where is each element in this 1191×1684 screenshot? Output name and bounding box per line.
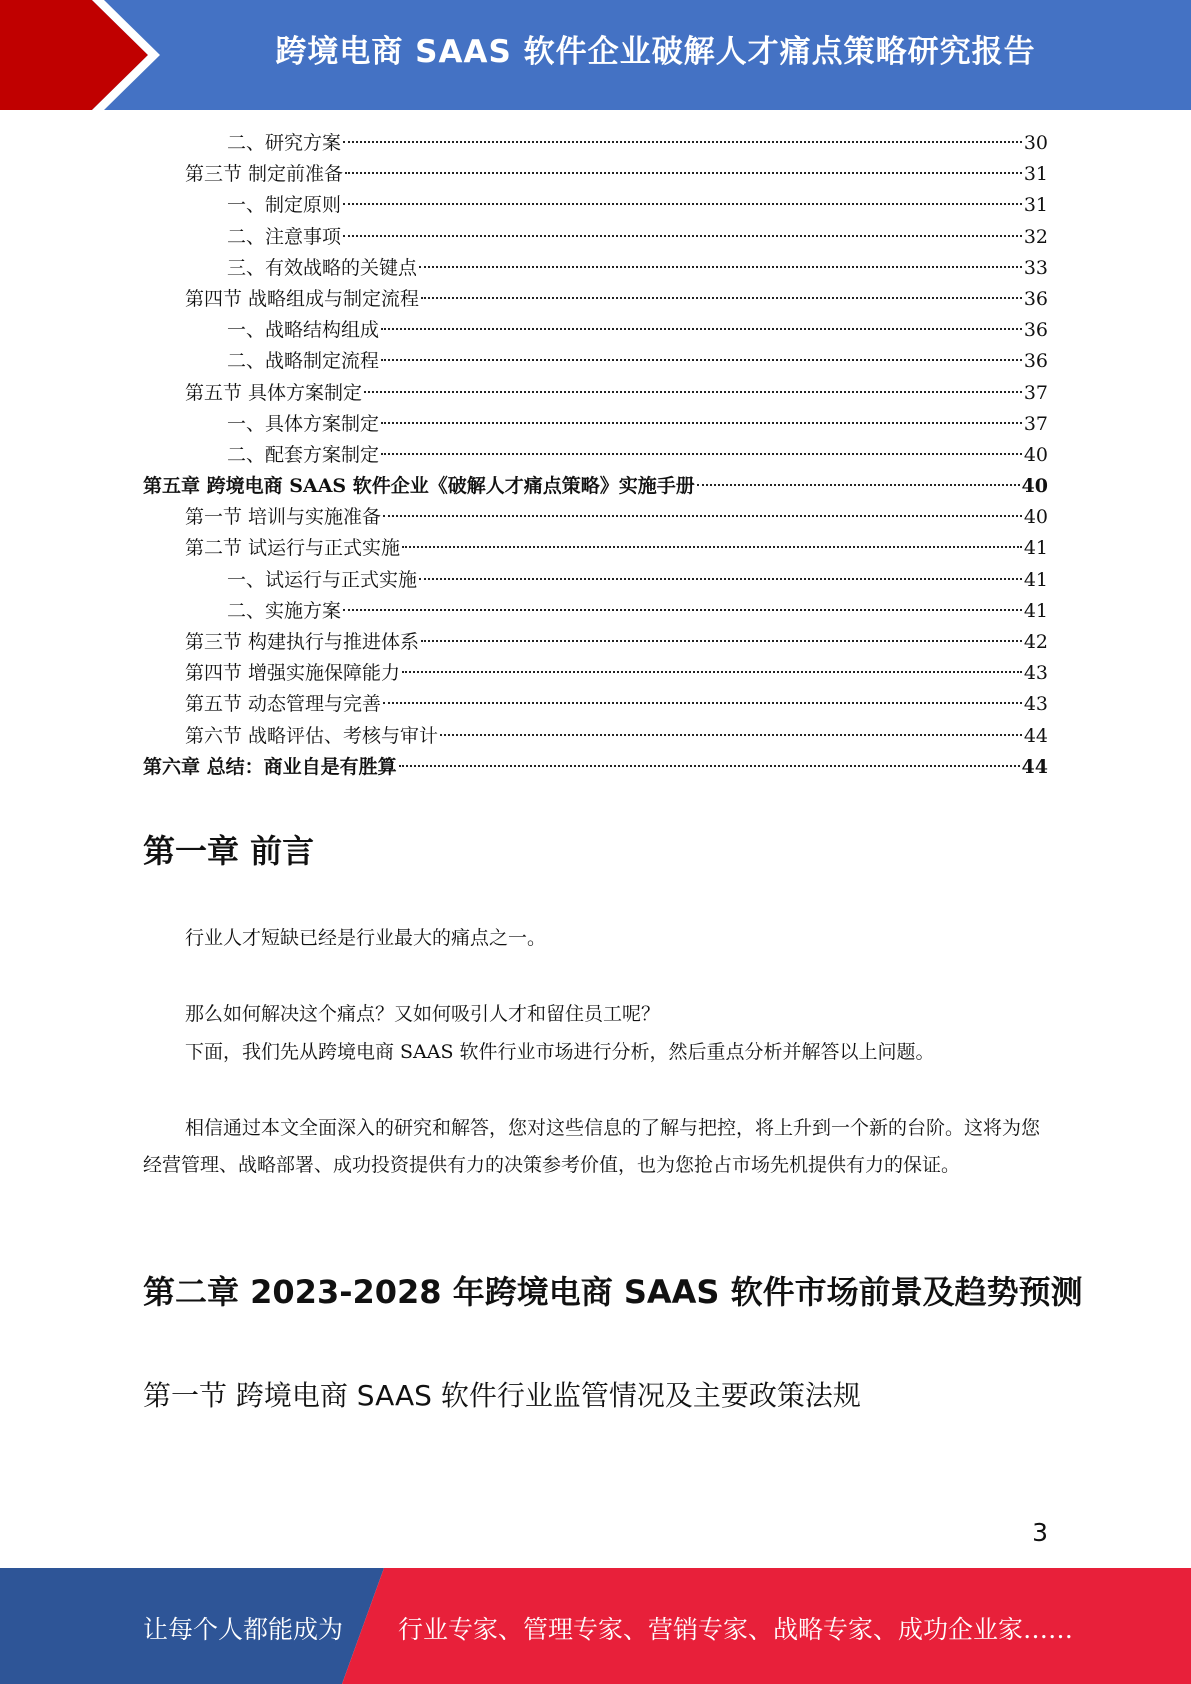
toc-leader-dots: [440, 734, 1022, 736]
toc-leader-dots: [697, 484, 1020, 486]
header-title: 跨境电商 SAAS 软件企业破解人才痛点策略研究报告: [275, 34, 1036, 70]
toc-leader-dots: [381, 328, 1022, 330]
toc-entry[interactable]: [143, 253, 1048, 284]
toc-entry-page: 41: [1023, 537, 1048, 560]
toc-entry[interactable]: [143, 190, 1048, 221]
toc-entry-page: 36: [1023, 319, 1048, 342]
toc-leader-dots: [381, 453, 1022, 455]
toc-entry-page: 36: [1023, 350, 1048, 373]
chapter-heading: 第二章 2023-2028 年跨境电商 SAAS 软件市场前景及趋势预测: [143, 1273, 1083, 1311]
toc-entry-title: 第五节 动态管理与完善: [185, 693, 382, 716]
toc-entry-title: 第六节 战略评估、考核与审计: [185, 724, 439, 747]
toc-leader-dots: [364, 391, 1022, 393]
toc-entry-page: 37: [1023, 412, 1048, 435]
toc-entry-title: 第四节 增强实施保障能力: [185, 662, 401, 685]
toc-leader-dots: [421, 640, 1022, 642]
toc-entry-title: 第三节 制定前准备: [185, 163, 344, 186]
section-heading: 第一节 跨境电商 SAAS 软件行业监管情况及主要政策法规: [143, 1379, 861, 1412]
page-header: [0, 0, 1191, 110]
toc-entry-page: 40: [1023, 506, 1048, 529]
toc-entry-page: 43: [1023, 662, 1048, 685]
toc-entry-page: 31: [1023, 194, 1048, 217]
page-footer: [0, 1568, 1191, 1684]
toc-entry[interactable]: [143, 471, 1048, 502]
toc-entry-title: 二、注意事项: [227, 225, 342, 248]
toc-entry-page: 30: [1023, 132, 1048, 154]
toc-entry-page: 42: [1023, 631, 1048, 653]
toc-entry-title: 第五节 具体方案制定: [185, 381, 363, 404]
footer-slogan-left: 让每个人都能成为: [143, 1615, 344, 1644]
toc-entry-page: 40: [1023, 443, 1048, 466]
toc-entry[interactable]: [143, 440, 1048, 471]
toc-leader-dots: [419, 578, 1022, 580]
toc-entry-page: 41: [1023, 568, 1048, 591]
toc-entry[interactable]: [143, 284, 1048, 315]
toc-entry[interactable]: [143, 596, 1048, 627]
toc-entry[interactable]: [143, 502, 1048, 533]
toc-entry[interactable]: [143, 159, 1048, 190]
toc-leader-dots: [343, 203, 1022, 205]
toc-entry-title: 一、战略结构组成: [227, 319, 380, 342]
page-number: 3: [1032, 1518, 1048, 1547]
toc-entry-title: 二、战略制定流程: [227, 350, 380, 373]
toc-entry-page: 33: [1023, 256, 1048, 279]
toc-leader-dots: [399, 765, 1020, 767]
toc-entry[interactable]: [143, 627, 1048, 658]
toc-entry[interactable]: [143, 409, 1048, 440]
paragraph: 下面，我们先从跨境电商 SAAS 软件行业市场进行分析，然后重点分析并解答以上问题。: [185, 1041, 935, 1063]
toc-entry-title: 一、具体方案制定: [227, 412, 380, 435]
toc-entry[interactable]: [143, 721, 1048, 752]
toc-entry-page: 37: [1023, 381, 1048, 404]
toc-leader-dots: [383, 515, 1022, 517]
toc-leader-dots: [402, 546, 1022, 548]
toc-leader-dots: [345, 172, 1022, 174]
toc-entry-page: 31: [1023, 163, 1048, 186]
toc-entry[interactable]: [143, 128, 1048, 159]
toc-entry-title: 二、研究方案: [227, 132, 342, 154]
toc-entry[interactable]: [143, 689, 1048, 720]
toc-entry-title: 一、制定原则: [227, 194, 342, 217]
toc-entry[interactable]: [143, 752, 1048, 783]
toc-leader-dots: [343, 141, 1022, 143]
toc-leader-dots: [402, 671, 1022, 673]
toc-entry-title: 二、配套方案制定: [227, 443, 380, 466]
toc-entry[interactable]: [143, 378, 1048, 409]
toc-entry-title: 第四节 战略组成与制定流程: [185, 287, 420, 310]
toc-entry[interactable]: [143, 565, 1048, 596]
toc-entry-title: 二、实施方案: [227, 599, 342, 622]
toc-entry-title: 第五章 跨境电商 SAAS 软件企业《破解人才痛点策略》实施手册: [143, 475, 695, 498]
toc-leader-dots: [343, 235, 1022, 237]
toc-entry-page: 44: [1023, 724, 1048, 747]
toc-entry-title: 三、有效战略的关键点: [227, 256, 418, 279]
toc-leader-dots: [381, 422, 1022, 424]
toc-entry-title: 第一节 培训与实施准备: [185, 506, 382, 529]
toc-leader-dots: [381, 359, 1022, 361]
toc-entry[interactable]: [143, 222, 1048, 253]
paragraph: 相信通过本文全面深入的研究和解答，您对这些信息的了解与把控，将上升到一个新的台阶。这将为您经营管理、战略部署、成功投资提供有力的决策参考价值，也为您抢占市场先机提供有力的保证。: [143, 1117, 1041, 1176]
toc-entry[interactable]: [143, 346, 1048, 377]
toc-leader-dots: [419, 266, 1022, 268]
toc-leader-dots: [421, 297, 1022, 299]
toc-entry[interactable]: [143, 658, 1048, 689]
toc-entry-title: 一、试运行与正式实施: [227, 568, 418, 591]
toc-leader-dots: [343, 609, 1022, 611]
toc-entry-page: 43: [1023, 693, 1048, 716]
toc-entry-page: 40: [1021, 475, 1048, 498]
toc-entry-page: 44: [1021, 755, 1048, 778]
toc-leader-dots: [383, 702, 1022, 704]
paragraph: 行业人才短缺已经是行业最大的痛点之一。: [185, 927, 547, 949]
toc-entry-title: 第三节 构建执行与推进体系: [185, 631, 420, 653]
chapter-heading: 第一章 前言: [143, 832, 315, 870]
toc-entry[interactable]: [143, 315, 1048, 346]
paragraph: 那么如何解决这个痛点？又如何吸引人才和留住员工呢？: [185, 1003, 661, 1025]
footer-slogan-right: 行业专家、管理专家、营销专家、战略专家、成功企业家……: [398, 1615, 1074, 1644]
toc-entry[interactable]: [143, 533, 1048, 564]
toc-entry-title: 第二节 试运行与正式实施: [185, 537, 401, 560]
toc-entry-title: 第六章 总结：商业自是有胜算: [143, 755, 397, 778]
table-of-contents: [143, 128, 1048, 783]
toc-entry-page: 41: [1023, 599, 1048, 622]
toc-entry-page: 32: [1023, 225, 1048, 248]
toc-entry-page: 36: [1023, 287, 1048, 310]
